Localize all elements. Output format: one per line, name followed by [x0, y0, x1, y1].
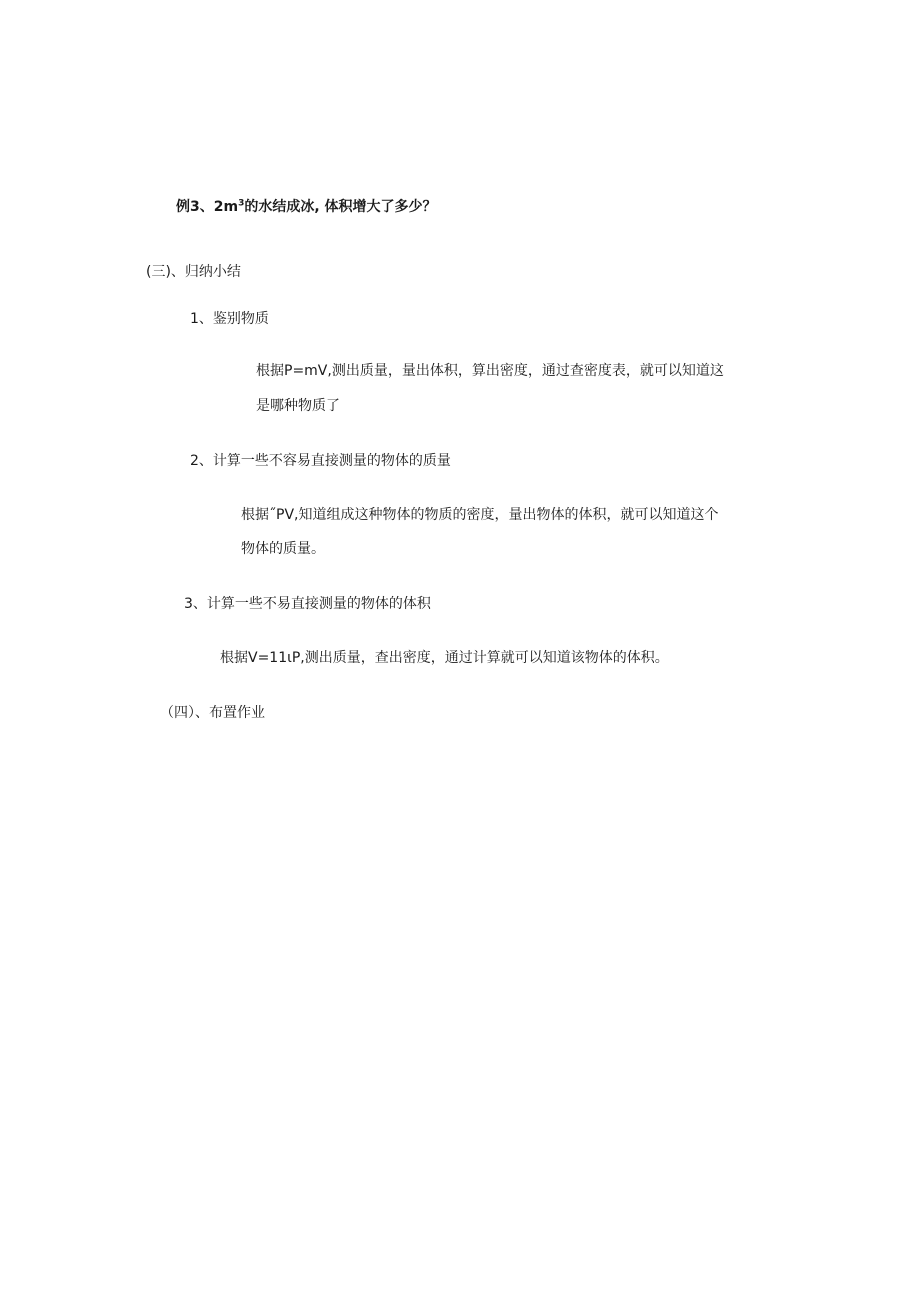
item-1-body-line-2: 是哪种物质了 — [256, 398, 340, 414]
item-2-title: 2、计算一些不容易直接测量的物体的质量 — [190, 453, 451, 469]
example-3-question — [176, 197, 437, 217]
section-4-heading: （四）、布置作业 — [160, 705, 265, 721]
example-3-superscript: 3 — [238, 198, 245, 209]
item-2-body-line-2: 物体的质量。 — [241, 541, 325, 557]
example-3-suffix: 的水结成冰, 体积增大了多少？ — [244, 199, 437, 215]
item-1-title: 1、鉴别物质 — [190, 311, 269, 327]
item-2-body-line-1: 根据˝PV,知道组成这种物体的物质的密度，量出物体的体积，就可以知道这个 — [241, 507, 719, 523]
item-1-body-line-1: 根据P=mV,测出质量，量出体积，算出密度，通过查密度表，就可以知道这 — [256, 363, 724, 379]
section-3-heading: (三)、归纳小结 — [146, 264, 241, 280]
example-3-prefix: 例3、2m — [176, 199, 239, 215]
item-3-body-line-1: 根据V=11ιP,测出质量，查出密度，通过计算就可以知道该物体的体积。 — [220, 650, 669, 666]
item-3-title: 3、计算一些不易直接测量的物体的体积 — [184, 596, 431, 612]
